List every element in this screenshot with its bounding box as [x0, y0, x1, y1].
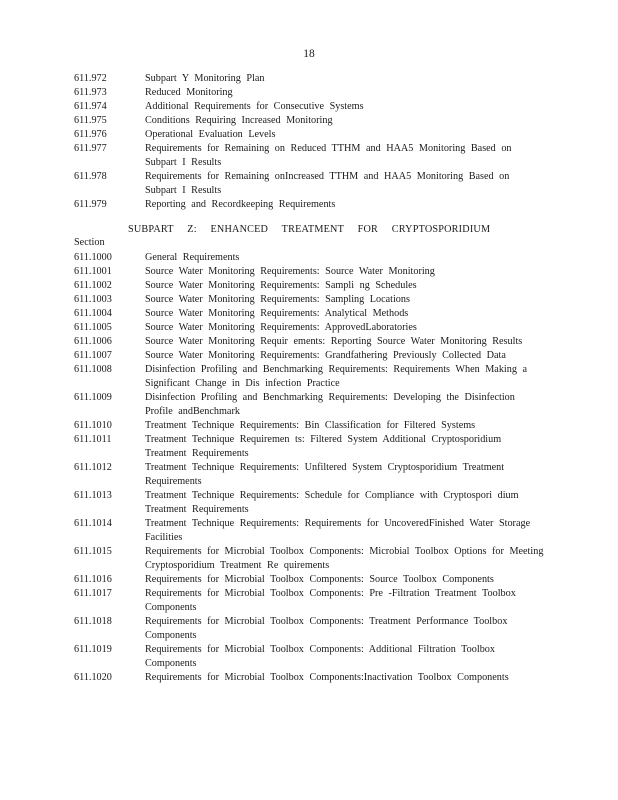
- toc-entry: [74, 671, 544, 685]
- section-number: 611.1017: [74, 588, 112, 599]
- toc-entry: [74, 86, 544, 100]
- section-number: 611.1002: [74, 280, 112, 291]
- section-number: 611.1010: [74, 420, 112, 431]
- section-number: 611.973: [74, 87, 107, 98]
- section-title: Requirements for Remaining onIncreased TTHM and HAA5 Monitoring Based on Subpart I Results: [145, 171, 510, 196]
- section-title: Requirements for Microbial Toolbox Components: Microbial Toolbox Options for Meeting Cryptosporidium Treatment Re quirements: [145, 546, 544, 571]
- section-title: Treatment Technique Requirements: Requirements for UncoveredFinished Water Storage Facilities: [145, 518, 531, 543]
- toc-entry: [74, 545, 544, 573]
- toc-entry: [74, 128, 544, 142]
- section-number: 611.1006: [74, 336, 112, 347]
- section-number: 611.1009: [74, 392, 112, 403]
- section-number: 611.976: [74, 129, 107, 140]
- section-title: Requirements for Microbial Toolbox Components: Treatment Performance Toolbox Components: [145, 616, 508, 641]
- section-title: Source Water Monitoring Requirements: ApprovedLaboratories: [145, 322, 417, 333]
- section-number: 611.978: [74, 171, 107, 182]
- section-title: Source Water Monitoring Requirements: Sampling Locations: [145, 294, 410, 305]
- section-title: Treatment Technique Requirements: Bin Classification for Filtered Systems: [145, 420, 476, 431]
- section-title: Source Water Monitoring Requir ements: Reporting Source Water Monitoring Results: [145, 336, 523, 347]
- section-number: 611.1013: [74, 490, 112, 501]
- section-number: 611.1018: [74, 616, 112, 627]
- section-title: Additional Requirements for Consecutive Systems: [145, 101, 364, 112]
- section-number: 611.1019: [74, 644, 112, 655]
- section-title: Requirements for Microbial Toolbox Components: Additional Filtration Toolbox Components: [145, 644, 495, 669]
- section-number: 611.1015: [74, 546, 112, 557]
- section-title: Subpart Y Monitoring Plan: [145, 73, 265, 84]
- section-title: Reporting and Recordkeeping Requirements: [145, 199, 336, 210]
- section-number: 611.975: [74, 115, 107, 126]
- section-number: 611.974: [74, 101, 107, 112]
- toc-entry: [74, 251, 544, 265]
- section-title: Requirements for Microbial Toolbox Components: Pre -Filtration Treatment Toolbox Components: [145, 588, 516, 613]
- toc-entry: [74, 170, 544, 198]
- toc-entry: [74, 419, 544, 433]
- toc-entry: [74, 142, 544, 170]
- toc-entry: [74, 391, 544, 419]
- section-number: 611.1016: [74, 574, 112, 585]
- toc-entry: [74, 321, 544, 335]
- toc-entry: [74, 643, 544, 671]
- section-title: Requirements for Microbial Toolbox Components: Source Toolbox Components: [145, 574, 494, 585]
- toc-entry: [74, 363, 544, 391]
- section-title: Source Water Monitoring Requirements: Source Water Monitoring: [145, 266, 435, 277]
- section-title: Treatment Technique Requirements: Unfiltered System Cryptosporidium Treatment Requirements: [145, 462, 505, 487]
- section-number: 611.977: [74, 143, 107, 154]
- section-number: 611.1012: [74, 462, 112, 473]
- section-title: Source Water Monitoring Requirements: Sampli ng Schedules: [145, 280, 417, 291]
- toc-entry: [74, 349, 544, 363]
- toc-list-subpart-z: [74, 251, 544, 685]
- section-title: Requirements for Remaining on Reduced TTHM and HAA5 Monitoring Based on Subpart I Results: [145, 143, 512, 168]
- toc-entry: [74, 293, 544, 307]
- toc-entry: [74, 587, 544, 615]
- section-title: Operational Evaluation Levels: [145, 129, 276, 140]
- section-label: Section: [74, 237, 105, 248]
- section-title: General Requirements: [145, 252, 240, 263]
- toc-entry: [74, 573, 544, 587]
- section-number: 611.1001: [74, 266, 112, 277]
- toc-entry: [74, 307, 544, 321]
- section-number: 611.972: [74, 73, 107, 84]
- toc-entry: [74, 114, 544, 128]
- section-title: Treatment Technique Requirements: Schedule for Compliance with Cryptospori dium Treatment Requirements: [145, 490, 519, 515]
- subpart-heading: SUBPART Z: ENHANCED TREATMENT FOR CRYPTOSPORIDIUM: [128, 224, 491, 235]
- section-number: 611.1014: [74, 518, 112, 529]
- toc-entry: [74, 461, 544, 489]
- section-title: Treatment Technique Requiremen ts: Filtered System Additional Cryptosporidium Treatment Requirements: [145, 434, 502, 459]
- page-number: 18: [303, 48, 315, 60]
- toc-entry: [74, 279, 544, 293]
- toc-entry: [74, 615, 544, 643]
- section-number: 611.1000: [74, 252, 112, 263]
- toc-entry: [74, 72, 544, 86]
- section-number: 611.1008: [74, 364, 112, 375]
- section-title: Disinfection Profiling and Benchmarking Requirements: Developing the Disinfection Profile andBenchmark: [145, 392, 515, 417]
- section-number: 611.1005: [74, 322, 112, 333]
- section-title: Conditions Requiring Increased Monitoring: [145, 115, 333, 126]
- toc-entry: [74, 265, 544, 279]
- toc-list-subpart-y: [74, 72, 544, 212]
- section-title: Reduced Monitoring: [145, 87, 233, 98]
- toc-entry: [74, 335, 544, 349]
- section-number: 611.1003: [74, 294, 112, 305]
- section-title: Requirements for Microbial Toolbox Components:Inactivation Toolbox Components: [145, 672, 509, 683]
- toc-entry: [74, 433, 544, 461]
- toc-entry: [74, 489, 544, 517]
- section-number: 611.1004: [74, 308, 112, 319]
- toc-entry: [74, 198, 544, 212]
- section-number: 611.1011: [74, 434, 112, 445]
- toc-entry: [74, 517, 544, 545]
- section-title: Disinfection Profiling and Benchmarking Requirements: Requirements When Making a Significant Change in Dis infection Practice: [145, 364, 527, 389]
- section-title: Source Water Monitoring Requirements: Analytical Methods: [145, 308, 409, 319]
- section-title: Source Water Monitoring Requirements: Grandfathering Previously Collected Data: [145, 350, 506, 361]
- toc-entry: [74, 100, 544, 114]
- section-number: 611.979: [74, 199, 107, 210]
- section-number: 611.1007: [74, 350, 112, 361]
- section-number: 611.1020: [74, 672, 112, 683]
